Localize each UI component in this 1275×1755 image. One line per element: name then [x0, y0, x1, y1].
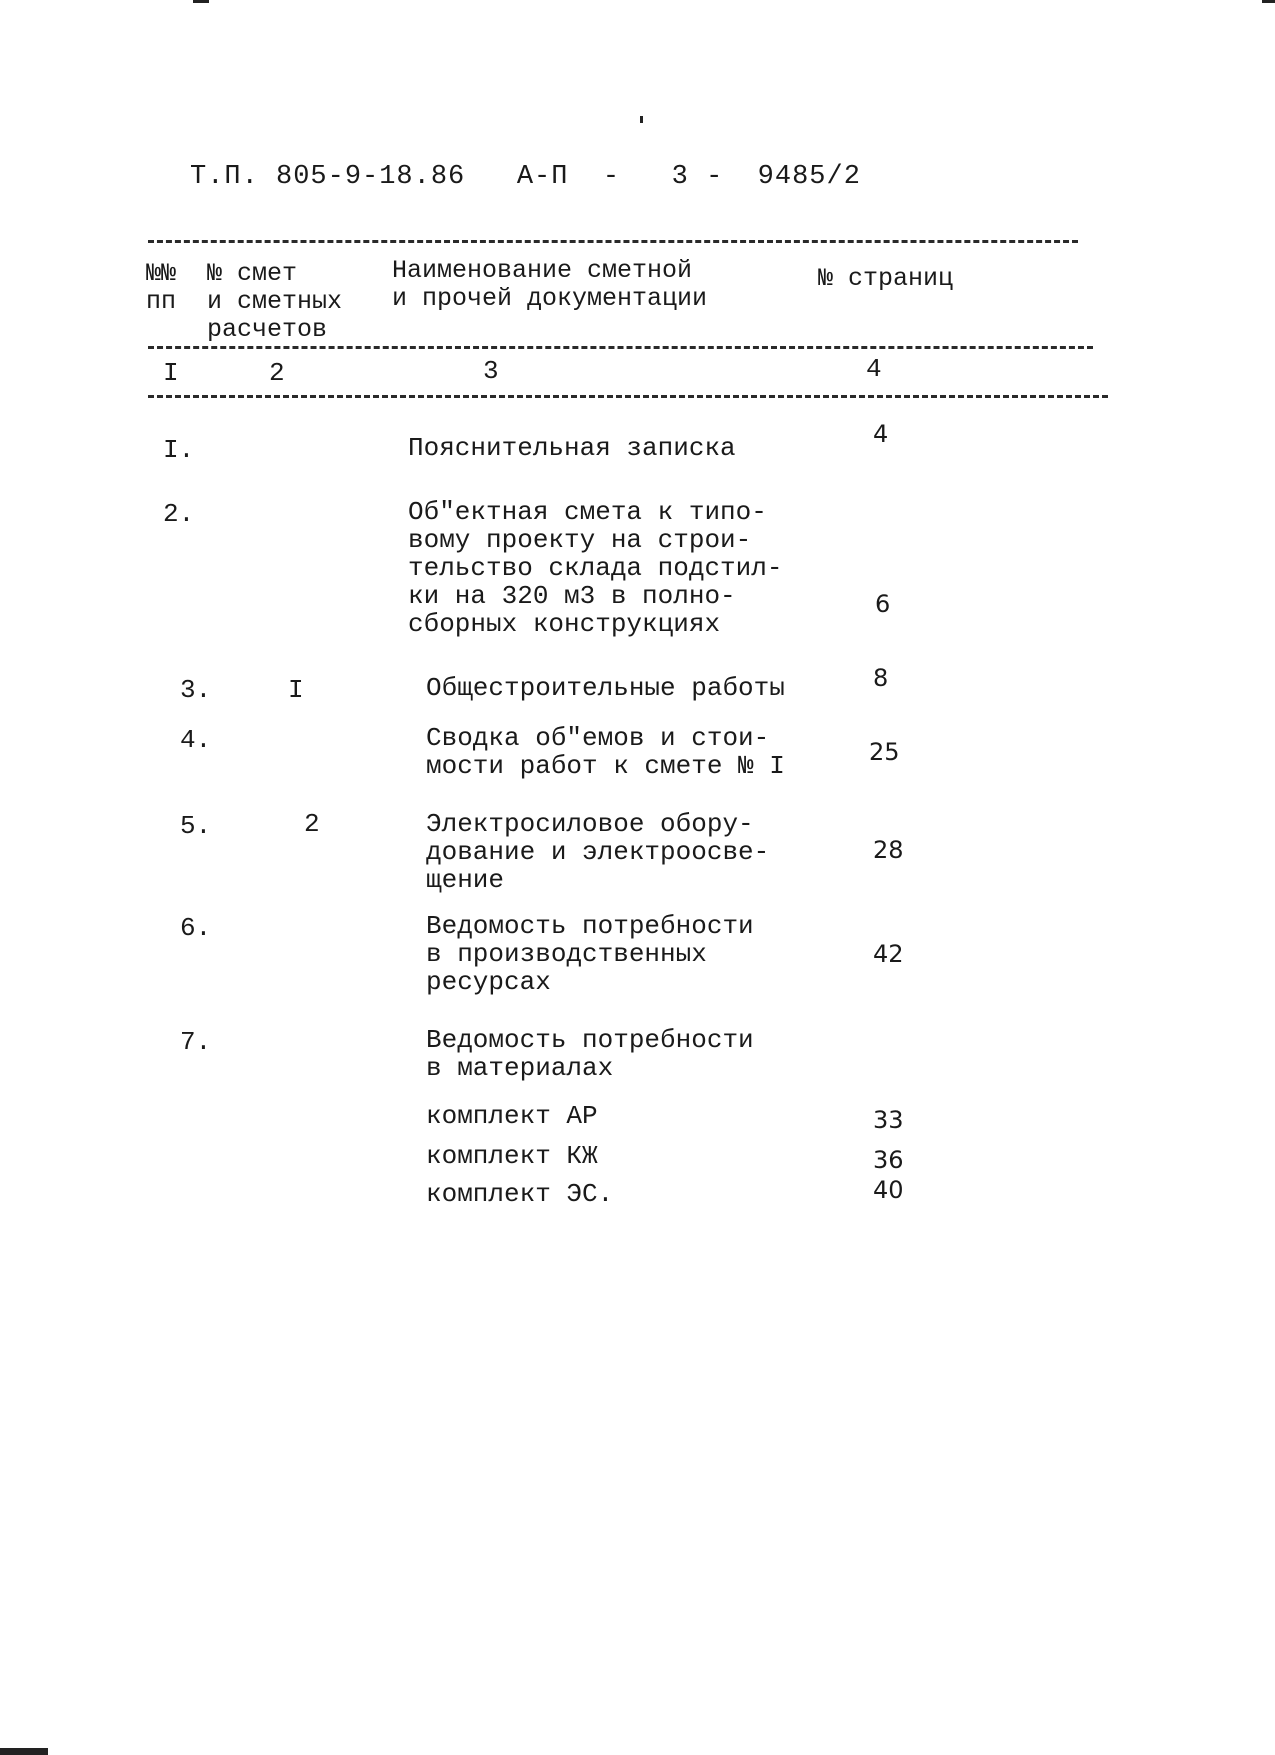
column-number-3: 3	[483, 356, 499, 386]
column-number-1: I	[163, 358, 179, 388]
row-5-page: 28	[873, 836, 904, 864]
sub-item-es-name: комплект ЭС.	[426, 1179, 614, 1209]
scan-mark-left-bottom	[0, 1748, 48, 1755]
row-5-number: 5.	[180, 811, 212, 841]
header-col-name: Наименование сметной и прочей документации	[392, 256, 708, 313]
scan-mark-top	[193, 0, 209, 3]
document-code: Т.П. 805-9-18.86 А-П - 3 - 9485/2	[190, 162, 861, 192]
sub-item-ar-page: 33	[873, 1106, 904, 1134]
header-col-num: №№ пп	[146, 259, 177, 316]
row-4-page: 25	[869, 738, 900, 766]
row-5-name: Электросиловое обору- дование и электроосве- щение	[426, 809, 770, 895]
header-col-pages: № страниц	[818, 264, 954, 293]
row-3-number: 3.	[180, 675, 212, 705]
table-rule-top	[148, 240, 1078, 243]
header-col-estimates: № смет и сметных расчетов	[207, 259, 343, 344]
row-6-page: 42	[873, 940, 904, 968]
row-3-name: Общестроительные работы	[426, 673, 785, 703]
row-2-number: 2.	[163, 499, 195, 529]
row-5-estimate: 2	[304, 809, 320, 839]
row-1-name: Пояснительная записка	[408, 433, 736, 463]
row-4-number: 4.	[180, 725, 212, 755]
row-2-name: Об"ектная смета к типо- вому проекту на строи- тельство склада подстил- ки на 320 м3 в полно- сборных конструкциях	[408, 497, 783, 639]
row-1-page: 4	[873, 420, 889, 448]
row-4-name: Сводка об"емов и стои- мости работ к смете № I	[426, 723, 785, 781]
table-rule-middle	[148, 346, 1093, 349]
table-rule-bottom	[148, 395, 1108, 398]
row-3-page: 8	[873, 664, 889, 692]
row-3-estimate: I	[288, 675, 304, 705]
sub-item-kzh-page: 36	[873, 1146, 904, 1174]
sub-item-es-page: 40	[873, 1176, 904, 1204]
scan-mark-dot	[640, 116, 643, 123]
row-2-page: 6	[875, 590, 891, 618]
scan-mark-right	[1262, 0, 1275, 3]
row-7-number: 7.	[180, 1027, 212, 1057]
column-number-4: 4	[866, 354, 882, 384]
column-number-2: 2	[269, 358, 285, 388]
sub-item-kzh-name: комплект КЖ	[426, 1141, 598, 1171]
row-1-number: I.	[163, 435, 195, 465]
row-6-name: Ведомость потребности в производственных ресурсах	[426, 911, 754, 997]
row-6-number: 6.	[180, 913, 212, 943]
sub-item-ar-name: комплект АР	[426, 1101, 598, 1131]
row-7-name: Ведомость потребности в материалах	[426, 1025, 754, 1083]
